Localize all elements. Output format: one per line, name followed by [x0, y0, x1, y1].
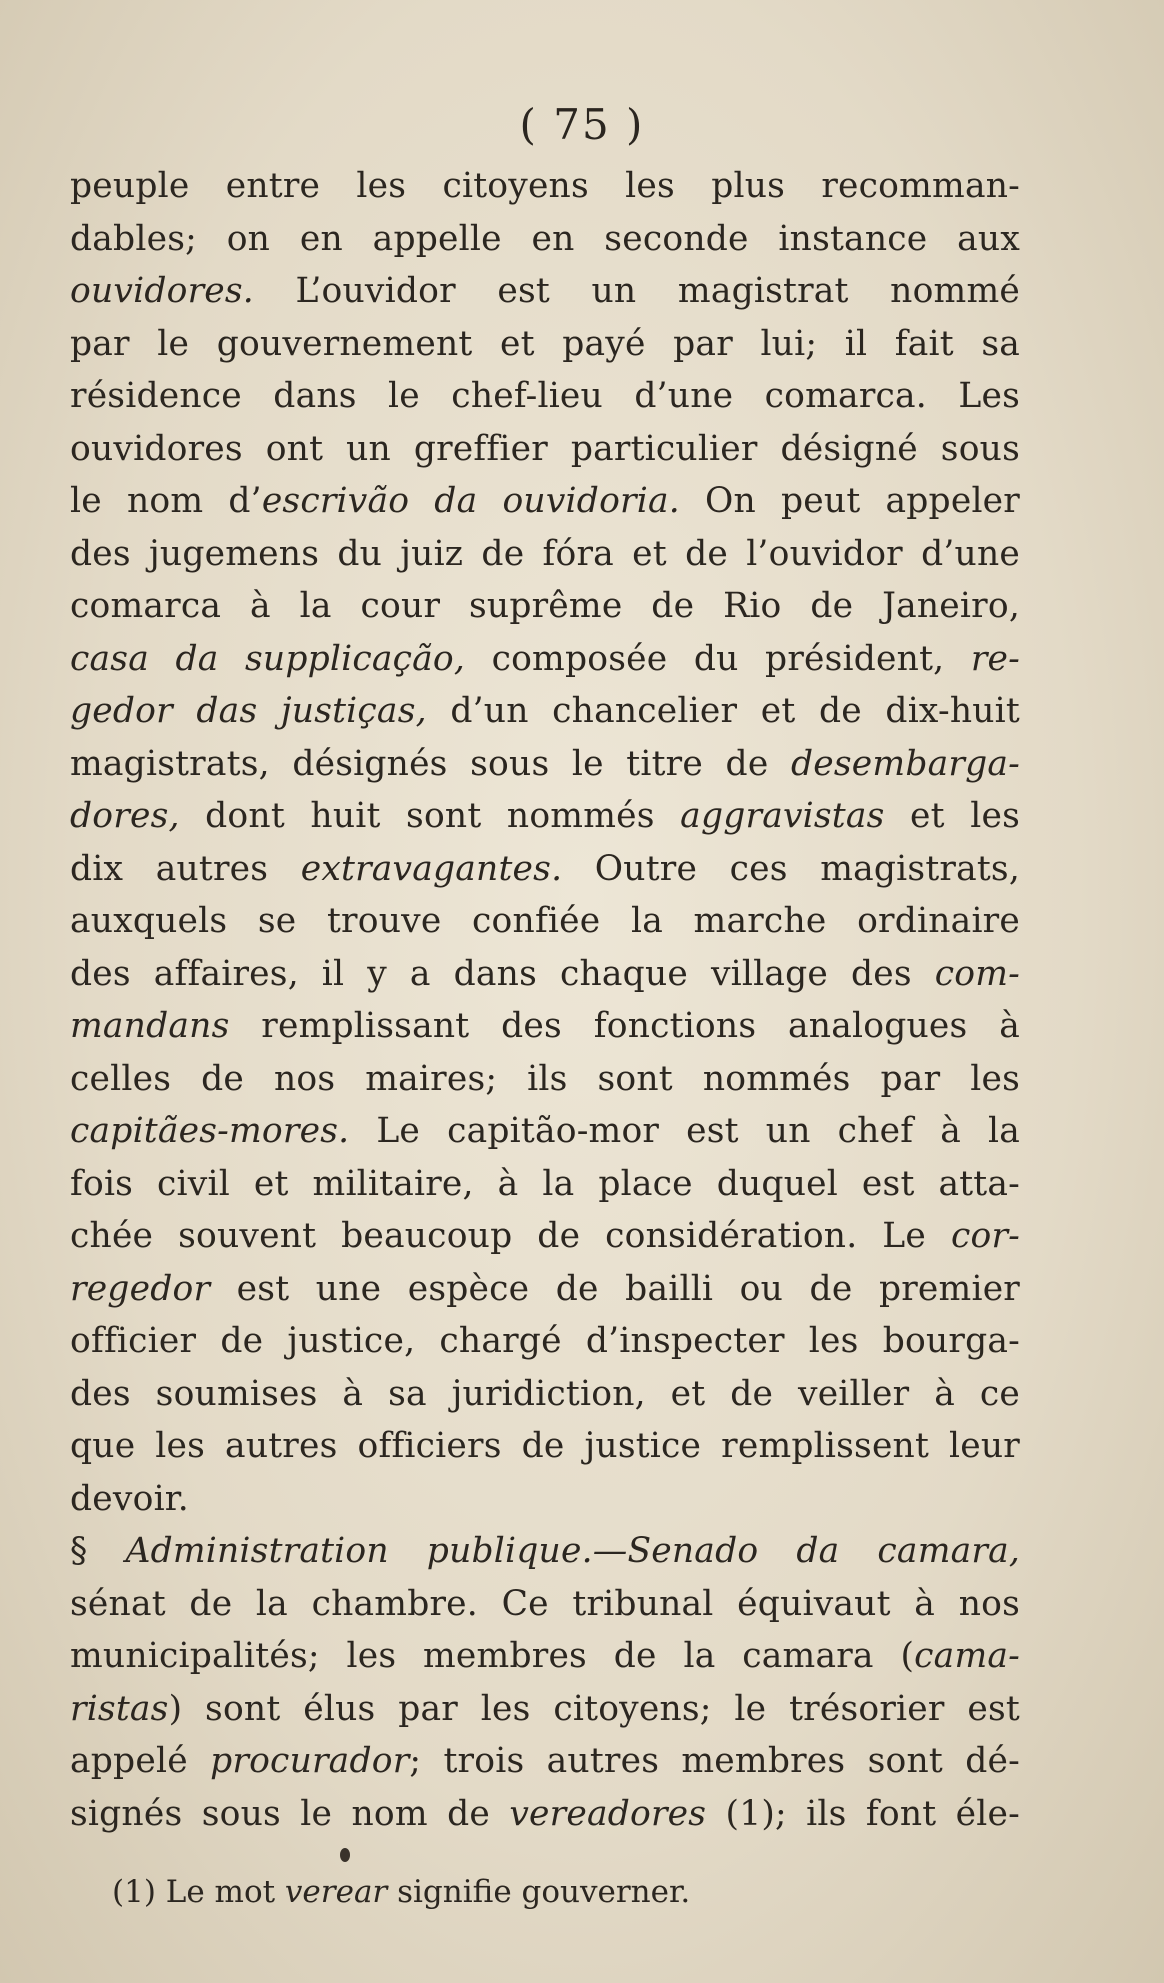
text-run: (1); ils font éle-: [706, 1793, 1020, 1834]
text-line: [70, 213, 1020, 266]
text-run: ; trois autres membres sont dé-: [409, 1741, 1020, 1781]
body-text: [70, 160, 1020, 1840]
text-run: L’ouvidor est un magistrat nommé: [253, 271, 1020, 311]
ink-mark: [340, 1848, 350, 1862]
italic-text: cor-: [950, 1216, 1020, 1256]
text-line: [70, 1788, 1020, 1841]
italic-text: desembarga-: [791, 743, 1020, 784]
text-line: [70, 265, 1020, 318]
text-line: [70, 633, 1020, 686]
text-run: ouvidores ont un greffier particulier désigné sous: [70, 428, 1020, 469]
italic-text: casa da supplicação,: [70, 638, 466, 679]
text-run: des jugemens du juiz de fóra et de l’ouvidor d’une: [70, 533, 1020, 574]
text-run: Le capitão-mor est un chef à la: [349, 1111, 1020, 1151]
text-line: [70, 843, 1020, 896]
text-run: auxquels se trouve confiée la marche ordinaire: [70, 901, 1020, 941]
text-line: [70, 475, 1020, 528]
text-line: [70, 580, 1020, 633]
italic-text: re-: [970, 638, 1020, 679]
text-line: [70, 423, 1020, 476]
text-run: que les autres officiers de justice remplissent leur: [70, 1426, 1020, 1466]
text-run: est une espèce de bailli ou de premier: [210, 1268, 1020, 1309]
text-line: [70, 370, 1020, 423]
italic-text: dores,: [70, 796, 180, 836]
text-line: [70, 1735, 1020, 1788]
text-run: signifie gouverner.: [387, 1874, 691, 1910]
text-run: d’un chancelier et de dix-huit: [426, 691, 1020, 731]
text-run: dont huit sont nommés: [179, 796, 681, 836]
text-run: Outre ces magistrats,: [562, 848, 1020, 889]
text-run: résidence dans le chef-lieu d’une comarca. Les: [70, 376, 1020, 416]
text-line: [70, 1210, 1020, 1263]
text-run: §: [70, 1531, 126, 1571]
italic-text: extravagantes.: [300, 848, 563, 889]
text-run: appelé: [70, 1741, 211, 1781]
text-run: et les: [884, 796, 1020, 836]
text-run: peuple entre les citoyens les plus recomman-: [70, 166, 1020, 206]
text-run: remplissant des fonctions analogues à: [229, 1006, 1020, 1046]
italic-text: vereadores: [509, 1793, 707, 1834]
text-run: ) sont élus par les citoyens; le trésorier est: [168, 1688, 1020, 1729]
italic-text: verear: [284, 1874, 388, 1910]
italic-text: cama-: [914, 1636, 1020, 1676]
italic-text: com-: [934, 953, 1020, 994]
italic-text: aggravistas: [680, 796, 885, 836]
italic-text: procurador: [210, 1741, 410, 1781]
text-run: composée du président,: [465, 638, 971, 679]
text-line: [70, 1053, 1020, 1106]
text-line: [70, 1368, 1020, 1421]
text-line: [70, 1315, 1020, 1368]
text-line: [70, 895, 1020, 948]
text-run: comarca à la cour suprême de Rio de Janeiro,: [70, 586, 1020, 626]
text-run: signés sous le nom de: [70, 1793, 510, 1834]
text-line: [70, 1000, 1020, 1053]
italic-text: Administration publique.—Senado da camara,: [125, 1531, 1020, 1571]
text-run: dix autres: [70, 848, 301, 889]
italic-text: escrivão da ouvidoria.: [261, 481, 680, 521]
text-run: devoir.: [70, 1478, 189, 1519]
text-run: le nom d’: [70, 481, 262, 521]
text-run: sénat de la chambre. Ce tribunal équivaut à nos: [70, 1583, 1020, 1624]
italic-text: gedor das justiças,: [70, 691, 427, 731]
text-run: des soumises à sa juridiction, et de veiller à ce: [70, 1373, 1020, 1414]
page-number: ( 75 ): [519, 100, 645, 149]
text-line: [70, 790, 1020, 843]
italic-text: mandans: [70, 1006, 230, 1046]
italic-text: ristas: [70, 1688, 169, 1729]
text-line: [70, 1525, 1020, 1578]
text-line: [70, 1473, 1020, 1526]
text-line: [70, 738, 1020, 791]
text-line: [70, 528, 1020, 581]
text-line: [70, 685, 1020, 738]
text-run: des affaires, il y a dans chaque village des: [70, 953, 935, 994]
text-run: dables; on en appelle en seconde instance aux: [70, 218, 1020, 259]
italic-text: capitães-mores.: [70, 1111, 350, 1151]
text-line: [70, 1630, 1020, 1683]
text-line: [70, 1105, 1020, 1158]
text-line: [70, 1420, 1020, 1473]
text-line: [70, 948, 1020, 1001]
italic-text: ouvidores.: [70, 271, 254, 311]
text-run: (1) Le mot: [112, 1874, 285, 1910]
text-run: par le gouvernement et payé par lui; il fait sa: [70, 323, 1020, 364]
text-line: [70, 318, 1020, 371]
text-run: magistrats, désignés sous le titre de: [70, 743, 791, 784]
italic-text: regedor: [70, 1268, 211, 1309]
text-line: [70, 160, 1020, 213]
text-run: municipalités; les membres de la camara (: [70, 1636, 915, 1676]
text-line: [70, 1683, 1020, 1736]
text-run: celles de nos maires; ils sont nommés par les: [70, 1058, 1020, 1099]
text-run: chée souvent beaucoup de considération. Le: [70, 1216, 951, 1256]
text-run: officier de justice, chargé d’inspecter les bourga-: [70, 1321, 1020, 1361]
text-line: [70, 1263, 1020, 1316]
text-line: [70, 1578, 1020, 1631]
text-run: fois civil et militaire, à la place duquel est atta-: [70, 1163, 1020, 1204]
text-run: On peut appeler: [679, 481, 1020, 521]
text-line: [70, 1158, 1020, 1211]
footnote: [112, 1866, 690, 1918]
